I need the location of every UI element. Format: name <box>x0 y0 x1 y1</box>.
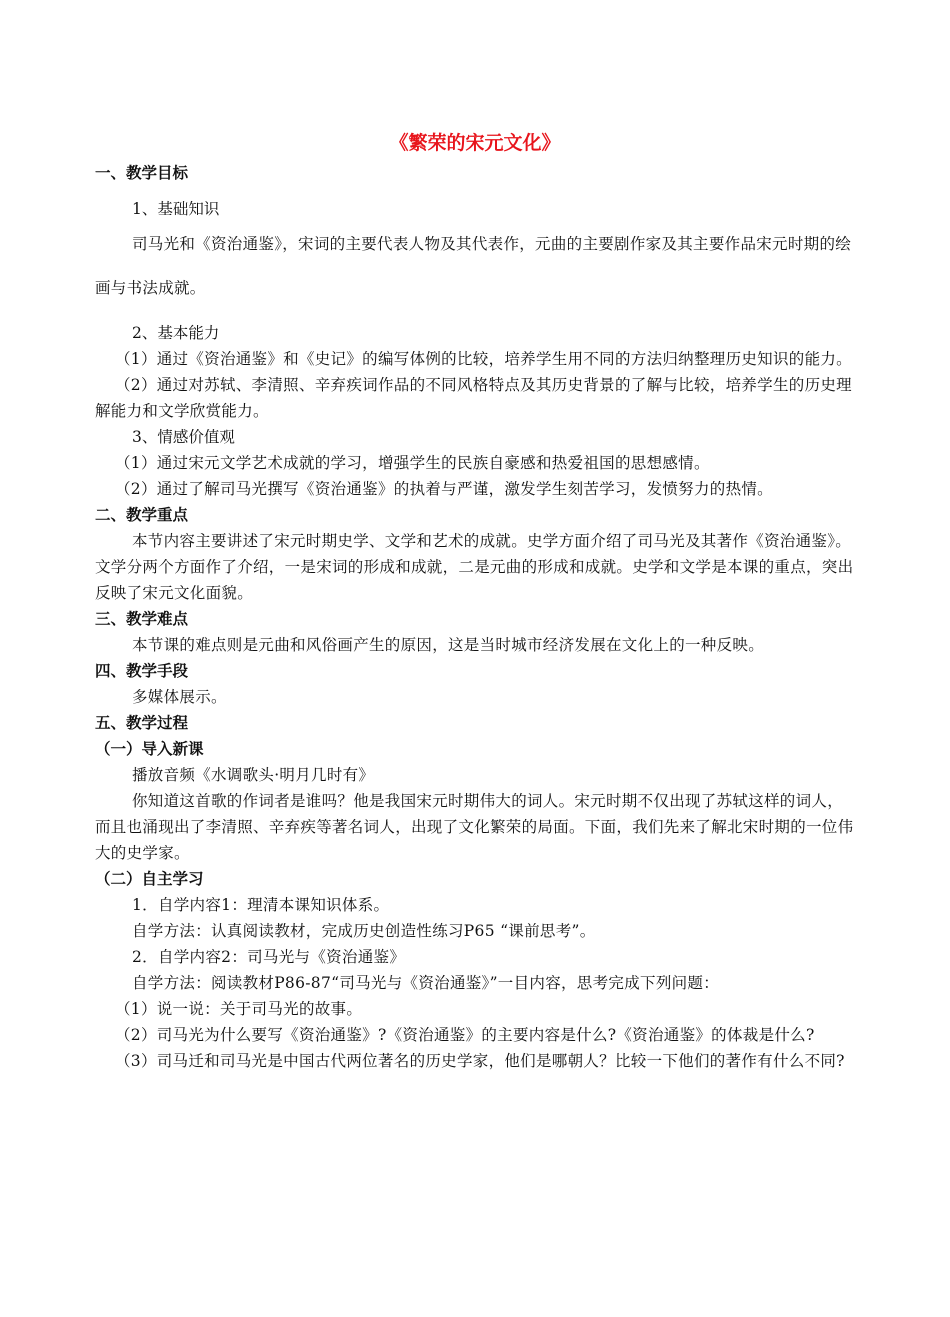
section-heading-teaching-goals: 一、教学目标 <box>95 164 189 182</box>
question-3: （3）司马迁和司马光是中国古代两位著名的历史学家，他们是哪朝人？比较一下他们的著作有什么不同? <box>115 1052 845 1070</box>
subheading-emotion-values: 3、情感价值观 <box>132 428 235 446</box>
self-study-content-2: 2．自学内容2：司马光与《资治通鉴》 <box>132 948 406 966</box>
self-study-method-2: 自学方法：阅读教材P86-87“司马光与《资治通鉴》”一目内容，思考完成下列问题： <box>132 974 720 992</box>
self-study-content-1: 1．自学内容1：理清本课知识体系。 <box>132 896 390 914</box>
subheading-basic-knowledge: 1、基础知识 <box>132 200 220 218</box>
section-heading-key-points: 二、教学重点 <box>95 506 189 524</box>
subsection-heading-self-study: （二）自主学习 <box>95 870 204 888</box>
subsection-heading-introduction: （一）导入新课 <box>95 740 204 758</box>
subheading-basic-ability: 2、基本能力 <box>132 324 220 342</box>
question-1: （1）说一说：关于司马光的故事。 <box>115 1000 363 1018</box>
teaching-means-text: 多媒体展示。 <box>132 688 227 706</box>
section-heading-teaching-means: 四、教学手段 <box>95 662 189 680</box>
document-page <box>95 128 855 1074</box>
ability-item-1: （1）通过《资治通鉴》和《史记》的编写体例的比较，培养学生用不同的方法归纳整理历史知识的能力。 <box>115 350 852 368</box>
document-title: 《繁荣的宋元文化》 <box>389 132 561 154</box>
difficulties-text: 本节课的难点则是元曲和风俗画产生的原因，这是当时城市经济发展在文化上的一种反映。 <box>132 636 765 654</box>
introduction-text-2: 你知道这首歌的作词者是谁吗？他是我国宋元时期伟大的词人。宋元时期不仅出现了苏轼这样的词人，而且也涌现出了李清照、辛弃疾等著名词人，出现了文化繁荣的局面。下面，我们先来了解北宋时期的一位伟大的史学家。 <box>95 792 854 862</box>
self-study-method-1: 自学方法：认真阅读教材，完成历史创造性练习P65 “课前思考”。 <box>132 922 596 940</box>
ability-item-2: （2）通过对苏轼、李清照、辛弃疾词作品的不同风格特点及其历史背景的了解与比较，培养学生的历史理解能力和文学欣赏能力。 <box>95 376 852 420</box>
question-2: （2）司马光为什么要写《资治通鉴》?《资治通鉴》的主要内容是什么?《资治通鉴》的体裁是什么? <box>115 1026 815 1044</box>
emotion-item-1: （1）通过宋元文学艺术成就的学习，增强学生的民族自豪感和热爱祖国的思想感情。 <box>115 454 710 472</box>
emotion-item-2: （2）通过了解司马光撰写《资治通鉴》的执着与严谨，激发学生刻苦学习，发愤努力的热情。 <box>115 480 773 498</box>
section-heading-difficulties: 三、教学难点 <box>95 610 189 628</box>
section-heading-teaching-process: 五、教学过程 <box>95 714 189 732</box>
basic-knowledge-text: 司马光和《资治通鉴》，宋词的主要代表人物及其代表作，元曲的主要剧作家及其主要作品宋元时期的绘画与书法成就。 <box>95 235 852 297</box>
introduction-text-1: 播放音频《水调歌头·明月几时有》 <box>132 766 375 784</box>
key-points-text: 本节内容主要讲述了宋元时期史学、文学和艺术的成就。史学方面介绍了司马光及其著作《资治通鉴》。文学分两个方面作了介绍，一是宋词的形成和成就，二是元曲的形成和成就。史学和文学是本课的重点，突出反映了宋元文化面貌。 <box>95 532 854 602</box>
